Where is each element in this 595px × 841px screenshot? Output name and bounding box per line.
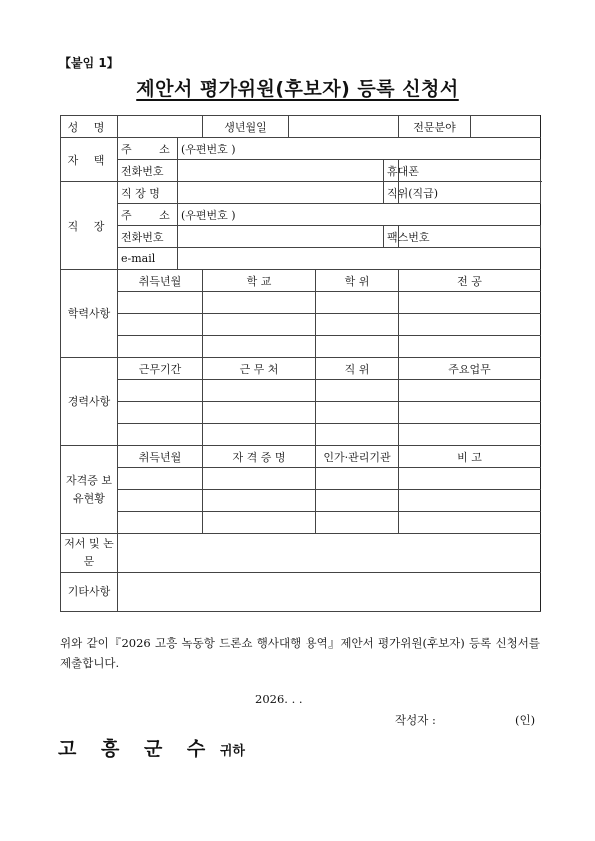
education-cell[interactable]: [399, 314, 541, 336]
certificate-cell[interactable]: [118, 512, 203, 534]
position-label: 직위(직급): [384, 182, 399, 204]
education-cell[interactable]: [118, 292, 203, 314]
certificates-header-issuer: 인가·관리기관: [316, 446, 399, 468]
education-header-school: 학 교: [203, 270, 316, 292]
author-label: 작성자 :: [395, 713, 436, 727]
addressee: [58, 734, 245, 761]
name-label: 성 명: [61, 116, 118, 138]
home-phone-label: 전화번호: [118, 160, 178, 182]
certificate-cell[interactable]: [316, 468, 399, 490]
certificate-cell[interactable]: [316, 512, 399, 534]
attachment-label: 【붙임 1】: [59, 56, 119, 70]
email-label: e-mail: [118, 248, 178, 270]
education-cell[interactable]: [118, 336, 203, 358]
addressee-suffix: 귀하: [219, 744, 245, 759]
career-cell[interactable]: [118, 402, 203, 424]
career-cell[interactable]: [118, 380, 203, 402]
other-field[interactable]: [118, 573, 541, 612]
education-cell[interactable]: [118, 314, 203, 336]
email-field[interactable]: [178, 248, 541, 270]
education-section-label: 학력사항: [61, 270, 118, 358]
name-field[interactable]: [118, 116, 203, 138]
education-cell[interactable]: [203, 336, 316, 358]
field-field[interactable]: [471, 116, 541, 138]
publications-field[interactable]: [118, 534, 541, 573]
other-label: 기타사항: [61, 573, 118, 612]
seal-mark: (인): [515, 713, 536, 727]
certificate-cell[interactable]: [316, 490, 399, 512]
certificate-cell[interactable]: [399, 490, 541, 512]
date-line: 2026. . .: [255, 692, 303, 706]
mobile-label: 휴대폰: [384, 160, 399, 182]
certificate-cell[interactable]: [118, 468, 203, 490]
certificates-header-name: 자 격 증 명: [203, 446, 316, 468]
field-label: 전문분야: [399, 116, 471, 138]
birth-field[interactable]: [289, 116, 399, 138]
education-cell[interactable]: [316, 314, 399, 336]
career-header-duties: 주요업무: [399, 358, 541, 380]
education-cell[interactable]: [203, 314, 316, 336]
home-phone-field[interactable]: [178, 160, 384, 182]
work-label: 직 장: [61, 182, 118, 270]
certificate-cell[interactable]: [203, 468, 316, 490]
certificate-cell[interactable]: [203, 490, 316, 512]
company-label: 직 장 명: [118, 182, 178, 204]
home-address-field[interactable]: (우편번호 ): [178, 138, 541, 160]
work-phone-field[interactable]: [178, 226, 384, 248]
work-address-field[interactable]: (우편번호 ): [178, 204, 541, 226]
certificates-header-date: 취득년월: [118, 446, 203, 468]
statement-text: 위와 같이『2026 고흥 녹동항 드론쇼 행사대행 용역』제안서 평가위원(후보자) 등록 신청서를 제출합니다.: [60, 636, 540, 670]
home-label: 자 택: [61, 138, 118, 182]
education-cell[interactable]: [399, 292, 541, 314]
career-cell[interactable]: [316, 402, 399, 424]
certificate-cell[interactable]: [399, 512, 541, 534]
career-cell[interactable]: [399, 402, 541, 424]
education-cell[interactable]: [399, 336, 541, 358]
work-phone-label: 전화번호: [118, 226, 178, 248]
certificate-cell[interactable]: [118, 490, 203, 512]
work-address-label: 주 소: [118, 204, 178, 226]
career-cell[interactable]: [316, 380, 399, 402]
career-cell[interactable]: [399, 380, 541, 402]
addressee-name: 고 흥 군 수: [58, 738, 215, 760]
home-address-label: 주 소: [118, 138, 178, 160]
career-cell[interactable]: [316, 424, 399, 446]
publications-label: 저서 및 논문: [61, 534, 118, 573]
birth-label: 생년월일: [203, 116, 289, 138]
education-header-date: 취득년월: [118, 270, 203, 292]
fax-label: 팩스번호: [384, 226, 399, 248]
career-header-workplace: 근 무 처: [203, 358, 316, 380]
career-cell[interactable]: [399, 424, 541, 446]
career-cell[interactable]: [203, 380, 316, 402]
career-header-position: 직 위: [316, 358, 399, 380]
education-cell[interactable]: [316, 336, 399, 358]
company-field[interactable]: [178, 182, 384, 204]
certificates-header-notes: 비 고: [399, 446, 541, 468]
education-header-major: 전 공: [399, 270, 541, 292]
education-cell[interactable]: [203, 292, 316, 314]
mobile-field[interactable]: [399, 160, 541, 182]
education-cell[interactable]: [316, 292, 399, 314]
form-title: 제안서 평가위원(후보자) 등록 신청서: [136, 78, 459, 100]
certificate-cell[interactable]: [399, 468, 541, 490]
certificates-section-label: 자격증 보유현황: [61, 446, 118, 534]
career-section-label: 경력사항: [61, 358, 118, 446]
certificate-cell[interactable]: [203, 512, 316, 534]
career-cell[interactable]: [118, 424, 203, 446]
career-cell[interactable]: [203, 424, 316, 446]
education-header-degree: 학 위: [316, 270, 399, 292]
career-cell[interactable]: [203, 402, 316, 424]
registration-form-table: [60, 115, 541, 612]
career-header-period: 근무기간: [118, 358, 203, 380]
